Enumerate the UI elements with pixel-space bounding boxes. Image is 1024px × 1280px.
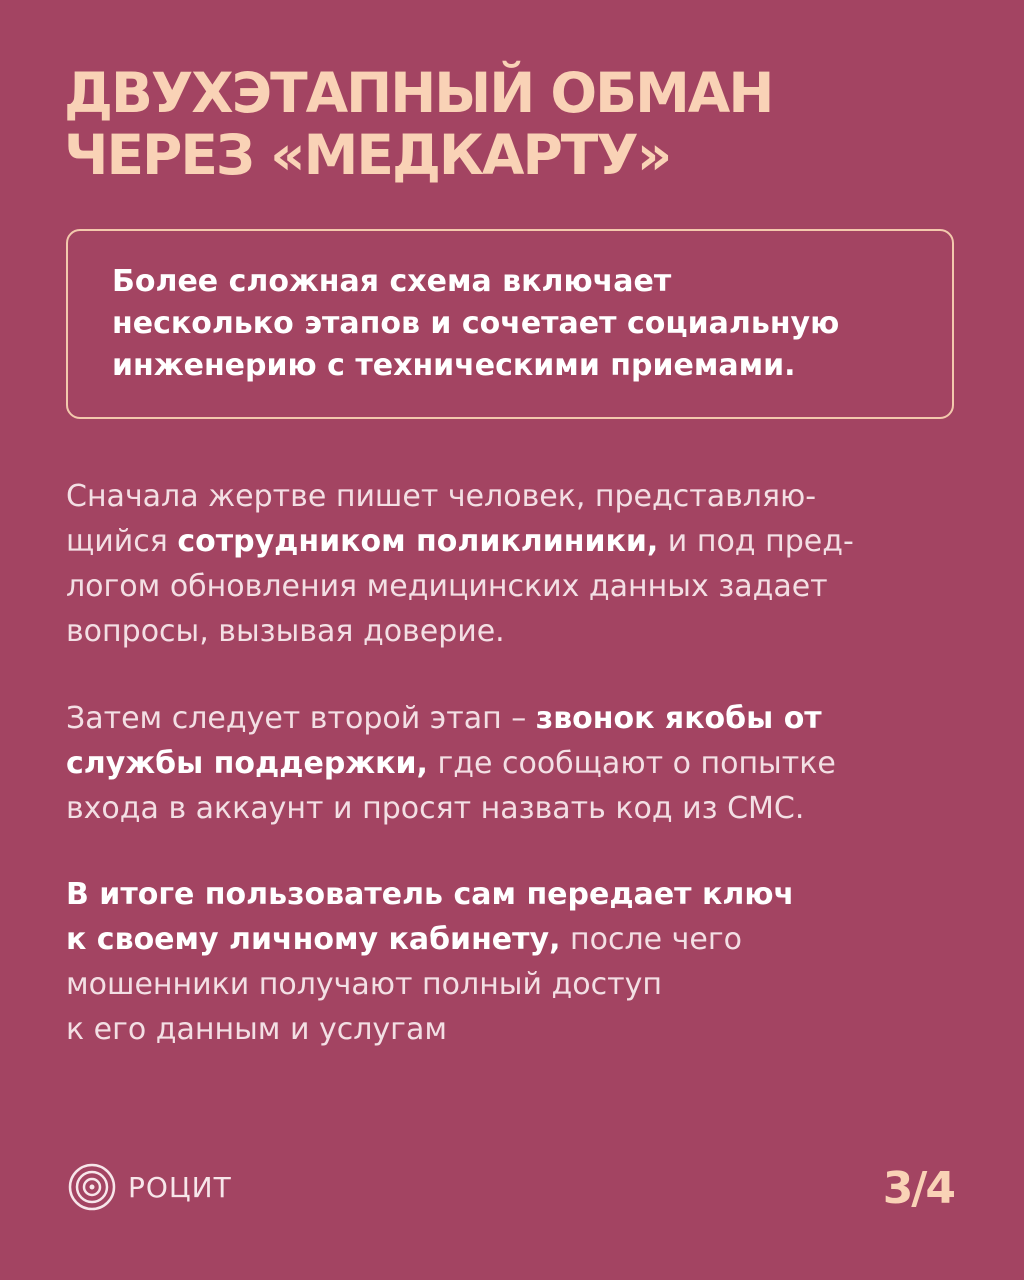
paragraph-line xyxy=(66,872,966,917)
paragraph-line: Сначала жертве пишет человек, представляю- xyxy=(66,479,817,514)
paragraph-second-stage xyxy=(66,696,966,831)
bold-phrase: сотрудником поликлиники, xyxy=(177,524,659,559)
callout-box xyxy=(66,229,954,419)
bold-phrase: к своему личному кабинету, xyxy=(66,922,561,957)
paragraph-line xyxy=(66,917,966,962)
concentric-circles-icon xyxy=(68,1163,116,1211)
paragraph-first-contact xyxy=(66,474,966,654)
paragraph-line xyxy=(66,741,966,786)
text-segment: и под пред- xyxy=(658,524,854,559)
bold-phrase: звонок якобы от xyxy=(535,701,822,736)
text-segment: где сообщают о попытке xyxy=(427,746,836,781)
paragraph-line xyxy=(66,696,966,741)
title-line-2: ЧЕРЕЗ «МЕДКАРТУ» xyxy=(64,123,671,187)
paragraph-line: логом обновления медицинских данных задает xyxy=(66,569,828,604)
text-segment: Затем следует второй этап – xyxy=(66,701,536,736)
callout-line-2: несколько этапов и сочетает социальную xyxy=(112,306,840,341)
paragraph-line: входа в аккаунт и просят назвать код из СМС. xyxy=(66,791,805,826)
callout-line-1: Более сложная схема включает xyxy=(112,264,672,299)
paragraph-line xyxy=(66,519,966,564)
rocit-logo xyxy=(68,1163,232,1211)
paragraph-line: к его данным и услугам xyxy=(66,1012,447,1047)
paragraph-line: вопросы, вызывая доверие. xyxy=(66,614,505,649)
callout-line-3: инженерию с техническими приемами. xyxy=(112,348,796,383)
logo-text: РОЦИТ xyxy=(128,1170,232,1204)
bold-phrase: службы поддержки, xyxy=(66,746,428,781)
callout-text xyxy=(112,261,912,387)
paragraph-line: мошенники получают полный доступ xyxy=(66,967,662,1002)
page-title xyxy=(64,62,984,186)
title-line-1: ДВУХЭТАПНЫЙ ОБМАН xyxy=(64,61,773,125)
paragraph-outcome xyxy=(66,872,966,1052)
bold-phrase: В итоге пользователь сам передает ключ xyxy=(66,877,795,912)
text-segment: после чего xyxy=(560,922,742,957)
page-indicator: 3/4 xyxy=(882,1163,954,1214)
text-segment: щийся xyxy=(66,524,178,559)
